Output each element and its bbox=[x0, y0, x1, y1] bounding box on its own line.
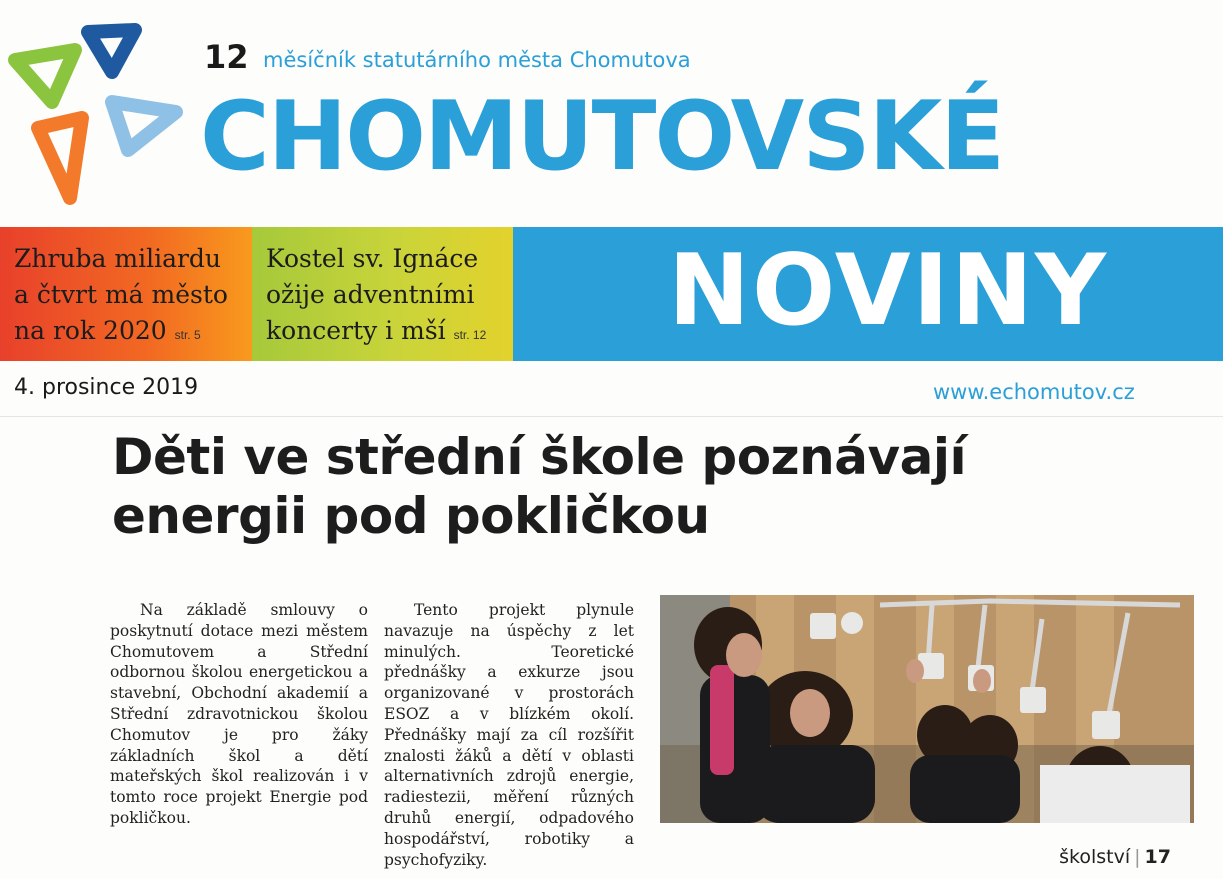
teaser-budget[interactable] bbox=[0, 227, 252, 361]
teaser-church-text: Kostel sv. Ignáce ožije adventními koncerty i mší bbox=[266, 244, 479, 345]
footer-page-number: 17 bbox=[1144, 846, 1171, 868]
teaser-church[interactable] bbox=[252, 227, 513, 361]
teaser-budget-text: Zhruba miliardu a čtvrt má město na rok 2020 bbox=[14, 244, 228, 345]
logo-petal-green bbox=[15, 50, 75, 102]
masthead-title-band bbox=[513, 227, 1223, 361]
page-footer: školství | 17 bbox=[1059, 846, 1171, 868]
article-column-2: Tento projekt plynule navazuje na úspěchy z let minulých. Teoretické přednášky a exkurze jsou organizované v prostorách ESOZ a v blízkém okolí. Přednášky mají za cíl rozšířit znalosti žáků a dětí v oblasti alternativních zdrojů energie, radiestezii, měření různých druhů energií, odpadového hospodářství, robotiky a psychofyziky. bbox=[384, 601, 634, 869]
masthead-title-bottom: NOVINY bbox=[668, 234, 1108, 348]
article-photo bbox=[660, 595, 1194, 823]
issue-number: 12 bbox=[204, 38, 249, 76]
masthead-divider bbox=[0, 416, 1223, 417]
city-logo bbox=[0, 10, 195, 215]
article-headline: Děti ve střední škole poznávají energii pod pokličkou bbox=[112, 428, 967, 545]
footer-section: školství bbox=[1059, 846, 1131, 868]
masthead-title-top: CHOMUTOVSKÉ bbox=[200, 82, 1004, 192]
logo-petal-navy bbox=[88, 30, 135, 72]
logo-petal-orange bbox=[38, 118, 82, 198]
logo-petal-lightblue bbox=[112, 102, 176, 150]
teaser-budget-page: str. 5 bbox=[174, 328, 201, 342]
issue-date: 4. prosince 2019 bbox=[14, 375, 199, 400]
masthead-subtitle: měsíčník statutárního města Chomutova bbox=[263, 48, 691, 72]
teaser-church-page: str. 12 bbox=[453, 328, 487, 342]
website-link[interactable]: www.echomutov.cz bbox=[933, 380, 1135, 404]
article-column-1: Na základě smlouvy o poskytnutí dotace mezi městem Chomutovem a Střední odbornou školou energetickou a stavební, Obchodní akademií a Střední zdravotnickou školou Chomutov je pro žáky základních škol a dětí mateřských škol realizován i v tomto roce projekt Energie pod pokličkou. bbox=[110, 601, 368, 827]
